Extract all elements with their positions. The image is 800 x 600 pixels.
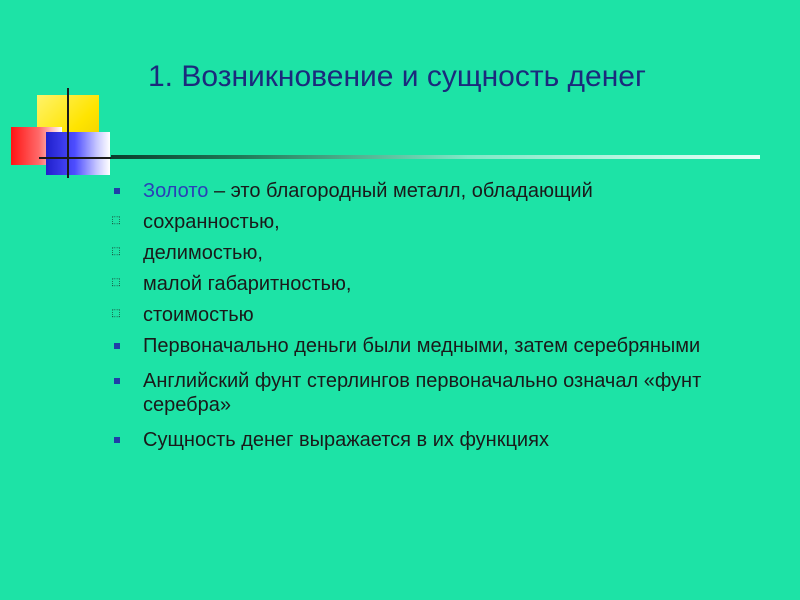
vertical-line-decoration [67,88,69,178]
bullet-list [110,179,790,463]
square-bullet-icon [114,378,120,384]
list-item-text: малой габаритностью, [143,273,352,295]
dark-line-decoration [39,157,114,159]
list-item [110,272,790,296]
list-item [110,210,790,234]
blue-square-decoration [46,132,110,175]
slide-title: 1. Возникновение и сущность денег [148,60,646,93]
list-item-text: стоимостью [143,304,254,326]
list-item [110,241,790,265]
dotted-square-icon: ⬚ [111,308,121,319]
square-bullet-icon [114,437,120,443]
list-item [110,334,790,358]
dotted-square-icon: ⬚ [111,246,121,257]
list-item [110,303,790,327]
list-item-text: Сущность денег выражается в их функциях [143,429,549,451]
list-item-text: – это благородный металл, обладающий [208,180,593,202]
list-item [110,179,790,203]
list-item-text: Английский фунт стерлингов первоначально означал «фунт серебра» [143,370,702,416]
title-underline [111,155,760,159]
list-item [110,428,790,452]
list-item [110,369,790,417]
dotted-square-icon: ⬚ [111,215,121,226]
square-bullet-icon [114,188,120,194]
list-item-text: делимостью, [143,242,263,264]
dotted-square-icon: ⬚ [111,277,121,288]
list-item-text: сохранностью, [143,211,280,233]
highlighted-term: Золото [143,180,209,202]
list-item-text: Первоначально деньги были медными, затем серебряными [143,335,701,357]
square-bullet-icon [114,343,120,349]
